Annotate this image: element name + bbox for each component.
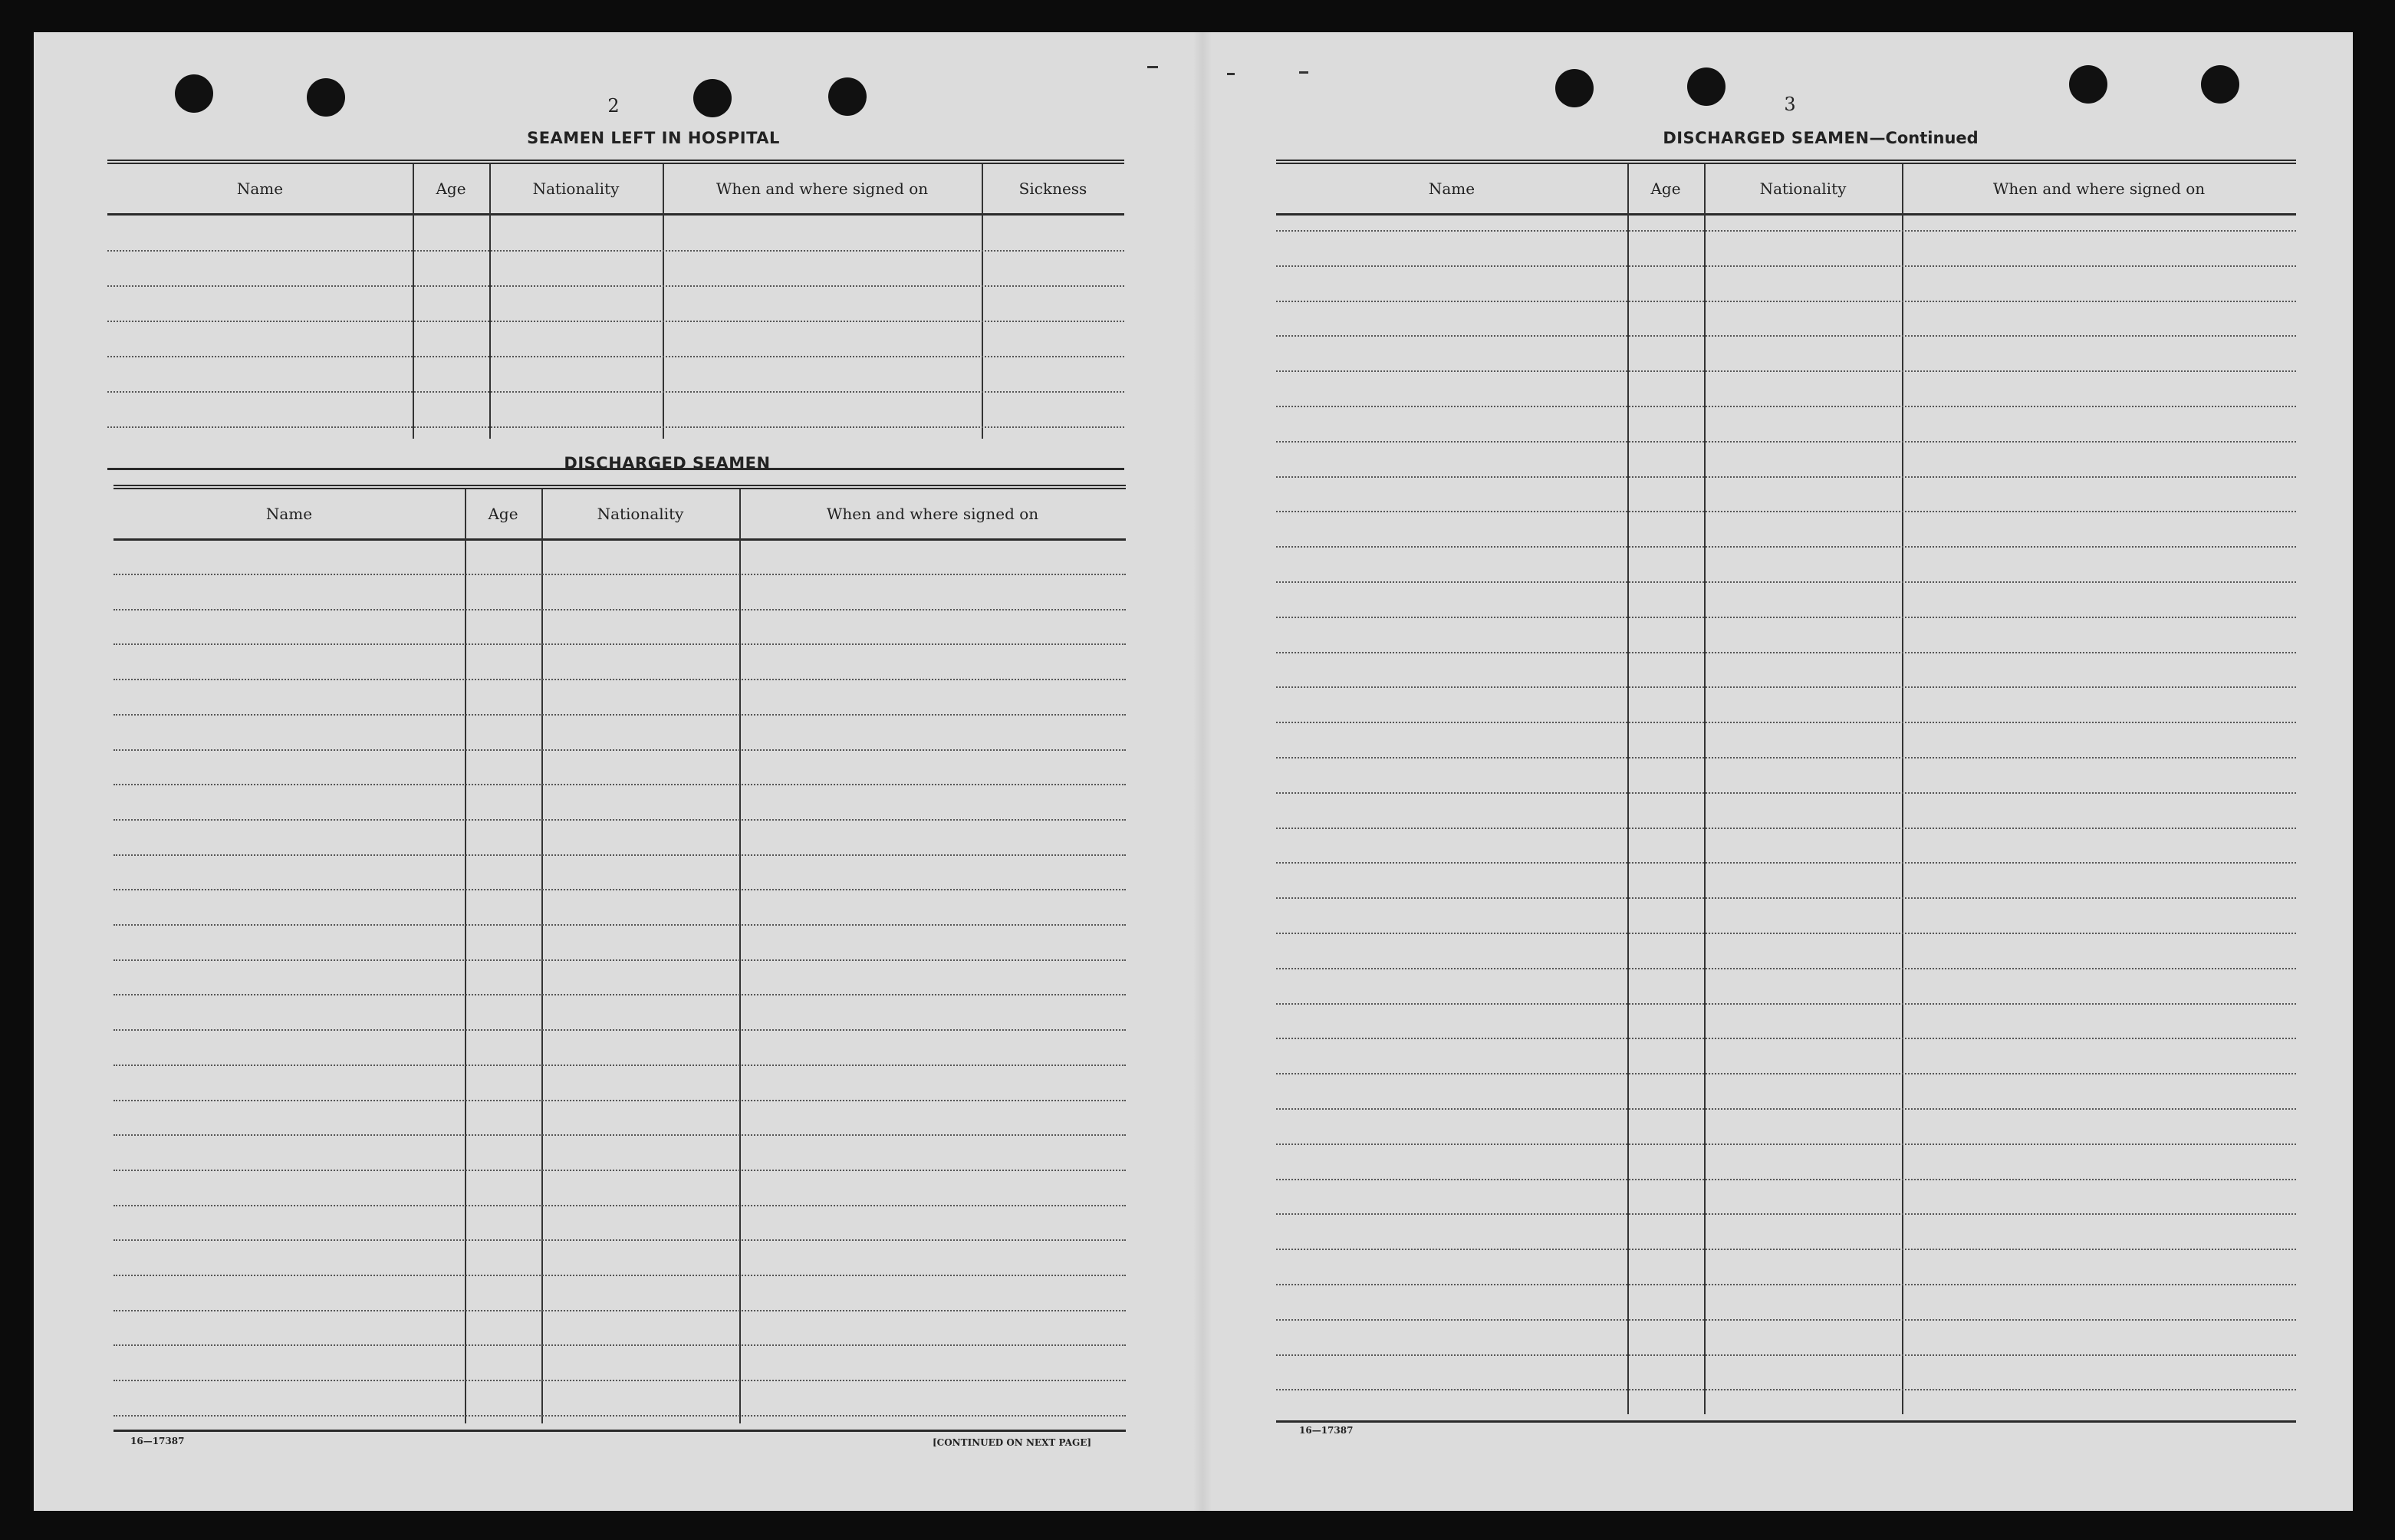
table-row [1276,792,2296,794]
discharged-continued-table [1276,160,2296,1460]
punch-hole [2069,65,2107,104]
table-row [1276,441,2296,443]
table-bottom-rule [1276,1420,2296,1423]
col-header-when-where: When and where signed on [1992,179,2206,198]
ink-mark [1299,71,1308,74]
table-row [113,749,1126,751]
col-header-nationality: Nationality [532,179,620,198]
table-row [113,1415,1126,1417]
col-header-nationality: Nationality [1759,179,1847,198]
table-row [1276,1319,2296,1321]
discharged-table-header [113,489,1126,541]
table-row [1276,1038,2296,1039]
discharged-section-title: DISCHARGED SEAMEN [564,454,771,472]
table-row [113,1100,1126,1101]
table-row [113,1380,1126,1381]
table-row [1276,617,2296,618]
table-row [1276,722,2296,723]
table-row [107,356,1124,357]
col-header-age: Age [436,179,466,198]
table-row [113,1310,1126,1311]
table-row [107,285,1124,287]
table-row [1276,1213,2296,1215]
discharged-continued-title [1275,129,2367,147]
table-row [107,321,1124,322]
column-divider [541,489,543,1423]
column-divider [739,489,741,1423]
table-row [113,889,1126,890]
table-row [113,1275,1126,1276]
table-row [1276,686,2296,688]
table-row [1276,1249,2296,1250]
table-row [113,679,1126,680]
col-header-name: Name [236,179,284,198]
hospital-section-title: SEAMEN LEFT IN HOSPITAL [527,129,780,147]
table-row [113,643,1126,645]
table-row [1276,828,2296,829]
form-number-left: 16—17387 [130,1436,185,1446]
ink-mark [1147,66,1158,68]
column-divider [465,489,466,1423]
punch-hole [307,78,345,117]
punch-hole [2201,65,2239,104]
table-row [1276,335,2296,337]
table-row [113,1134,1126,1136]
table-row [1276,862,2296,864]
table-row [107,426,1124,428]
column-divider [413,164,414,439]
col-header-sickness: Sickness [1018,179,1087,198]
punch-hole [693,79,732,117]
table-row [113,714,1126,716]
table-row [1276,406,2296,407]
table-row [113,994,1126,995]
table-row [1276,1073,2296,1074]
table-row [1276,476,2296,478]
column-divider [489,164,491,439]
continued-note: [CONTINUED ON NEXT PAGE] [933,1437,1092,1448]
table-row [113,784,1126,785]
col-header-when-where: When and where signed on [716,179,929,198]
column-divider [663,164,664,439]
table-row [113,1065,1126,1066]
punch-hole [828,77,867,116]
table-row [1276,1143,2296,1145]
table-row [1276,546,2296,548]
column-divider [1902,164,1903,1414]
table-row [1276,265,2296,267]
table-row [113,959,1126,961]
column-divider [1704,164,1706,1414]
punch-hole [1555,69,1594,107]
table-row [1276,230,2296,232]
table-row [113,924,1126,926]
col-header-nationality: Nationality [597,505,684,523]
page-fold [1193,32,1212,1511]
punch-hole [175,74,213,113]
form-sheet [34,32,2353,1511]
ink-mark [1227,73,1235,75]
table-row [113,1239,1126,1241]
table-row [113,1205,1126,1206]
col-header-name: Name [265,505,313,523]
table-bottom-rule [113,1430,1126,1432]
table-row [113,609,1126,610]
table-row [1276,1179,2296,1180]
table-row [1276,1284,2296,1285]
table-row [113,819,1126,821]
table-row [1276,511,2296,512]
table-row [1276,581,2296,583]
column-divider [982,164,983,439]
form-number-right: 16—17387 [1299,1425,1354,1436]
table-row [107,250,1124,252]
table-row [1276,1108,2296,1110]
hospital-table-header [107,164,1124,216]
discharged-continued-title-main: DISCHARGED SEAMEN [1663,129,1870,147]
table-row [113,1344,1126,1346]
table-row [1276,757,2296,758]
table-row [113,574,1126,575]
discharged-continued-table-header [1276,164,2296,216]
discharged-table [113,485,1126,1460]
page-number-left: 2 [607,95,620,117]
table-row [113,854,1126,856]
table-row [1276,897,2296,899]
col-header-age: Age [1650,179,1681,198]
page-number-right: 3 [1784,94,1796,115]
table-row [1276,1354,2296,1356]
continued-suffix: —Continued [1869,129,1979,147]
column-divider [1627,164,1629,1414]
col-header-age: Age [488,505,518,523]
table-row [1276,1003,2296,1005]
table-row [1276,652,2296,653]
col-header-when-where: When and where signed on [826,505,1039,523]
table-row [107,391,1124,393]
table-row [1276,933,2296,934]
table-row [1276,301,2296,302]
col-header-name: Name [1428,179,1475,198]
table-row [113,1029,1126,1031]
table-row [1276,968,2296,969]
hospital-table [107,160,1124,442]
table-row [113,1170,1126,1171]
table-row [1276,370,2296,372]
table-row [1276,1389,2296,1390]
punch-hole [1687,67,1726,106]
